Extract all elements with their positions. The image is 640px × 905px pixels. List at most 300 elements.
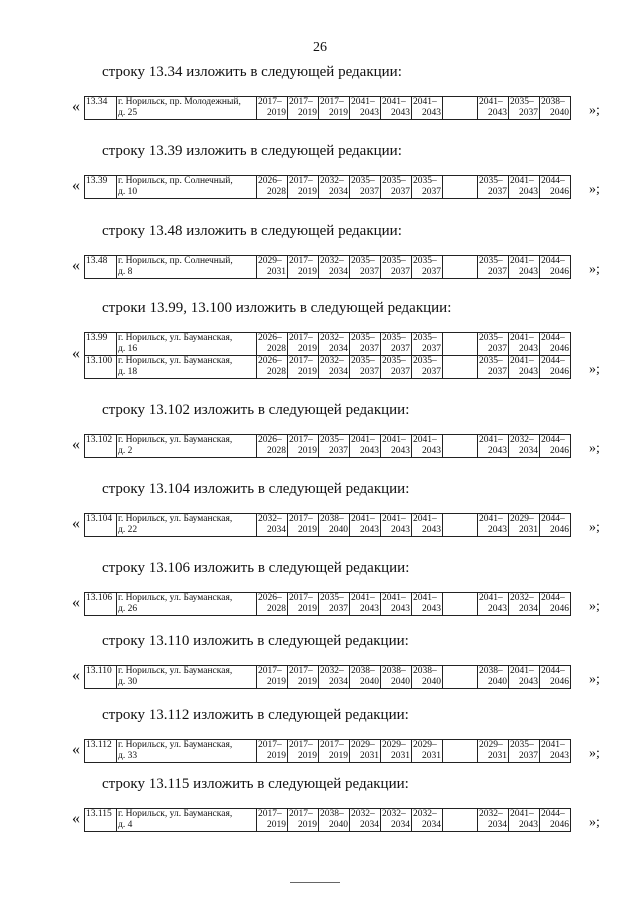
quote-close: »;	[589, 746, 600, 761]
period-start: 2044–	[541, 514, 565, 524]
period-cell	[381, 97, 412, 120]
period-start: 2017–	[258, 809, 282, 819]
table-row	[85, 333, 571, 356]
address-cell	[117, 666, 257, 689]
period-end: 2037	[360, 267, 379, 277]
row-number: 13.115	[85, 809, 117, 832]
period-cell	[478, 809, 509, 832]
period-end: 2028	[267, 187, 286, 197]
address-cell	[117, 256, 257, 279]
period-start: 2032–	[320, 256, 344, 266]
address-cell	[117, 435, 257, 458]
section-heading: строку 13.110 изложить в следующей редакции:	[102, 633, 409, 649]
address-street: г. Норильск, пр. Молодежный,	[118, 97, 241, 107]
period-cell	[509, 435, 540, 458]
period-start: 2017–	[320, 97, 344, 107]
period-end: 2019	[329, 108, 348, 118]
period-start: 2041–	[351, 97, 375, 107]
empty-cell	[443, 333, 478, 356]
period-cell	[288, 593, 319, 616]
period-cell	[288, 666, 319, 689]
period-cell	[350, 666, 381, 689]
period-start: 2035–	[413, 256, 437, 266]
table-row	[85, 356, 571, 379]
period-start: 2032–	[479, 809, 503, 819]
period-end: 2019	[329, 751, 348, 761]
period-end: 2046	[550, 344, 569, 354]
period-end: 2034	[391, 820, 410, 830]
period-cell	[257, 97, 288, 120]
period-cell	[381, 333, 412, 356]
address-street: г. Норильск, ул. Бауманская,	[118, 809, 233, 819]
period-cell	[509, 593, 540, 616]
period-start: 2017–	[289, 176, 313, 186]
period-start: 2035–	[510, 740, 534, 750]
schedule-table	[84, 96, 571, 120]
table-row	[85, 740, 571, 763]
period-start: 2044–	[541, 809, 565, 819]
period-end: 2046	[550, 187, 569, 197]
schedule-table	[84, 739, 571, 763]
schedule-table	[84, 175, 571, 199]
table-row	[85, 97, 571, 120]
period-cell	[540, 435, 571, 458]
period-end: 2040	[329, 525, 348, 535]
period-start: 2017–	[258, 740, 282, 750]
period-start: 2041–	[510, 356, 534, 366]
period-end: 2043	[360, 108, 379, 118]
period-start: 2017–	[289, 256, 313, 266]
period-cell	[381, 514, 412, 537]
period-end: 2019	[267, 751, 286, 761]
period-end: 2028	[267, 367, 286, 377]
period-cell	[288, 256, 319, 279]
address-cell	[117, 333, 257, 356]
period-cell	[478, 593, 509, 616]
period-start: 2017–	[289, 97, 313, 107]
period-start: 2044–	[541, 435, 565, 445]
period-cell	[257, 593, 288, 616]
empty-cell	[443, 176, 478, 199]
period-start: 2017–	[289, 593, 313, 603]
quote-open: «	[72, 256, 80, 274]
period-start: 2044–	[541, 176, 565, 186]
address-cell	[117, 593, 257, 616]
period-start: 2035–	[382, 333, 406, 343]
period-cell	[350, 356, 381, 379]
period-start: 2035–	[351, 333, 375, 343]
period-end: 2037	[329, 446, 348, 456]
table-row	[85, 256, 571, 279]
period-start: 2035–	[320, 435, 344, 445]
schedule-table	[84, 255, 571, 279]
period-end: 2043	[391, 446, 410, 456]
quote-close: »;	[589, 182, 600, 197]
empty-cell	[443, 97, 478, 120]
period-start: 2032–	[382, 809, 406, 819]
period-start: 2017–	[289, 666, 313, 676]
period-start: 2041–	[382, 593, 406, 603]
address-street: г. Норильск, ул. Бауманская,	[118, 356, 233, 366]
period-cell	[319, 333, 350, 356]
table-row	[85, 593, 571, 616]
period-cell	[319, 809, 350, 832]
period-start: 2041–	[413, 97, 437, 107]
period-start: 2029–	[351, 740, 375, 750]
period-cell	[319, 435, 350, 458]
schedule-table	[84, 332, 571, 379]
period-start: 2038–	[320, 809, 344, 819]
empty-cell	[443, 514, 478, 537]
period-cell	[319, 740, 350, 763]
address-cell	[117, 176, 257, 199]
address-street: г. Норильск, пр. Солнечный,	[118, 256, 233, 266]
period-cell	[540, 333, 571, 356]
address-street: г. Норильск, пр. Солнечный,	[118, 176, 233, 186]
period-cell	[319, 176, 350, 199]
period-start: 2032–	[258, 514, 282, 524]
address-cell	[117, 740, 257, 763]
period-cell	[319, 256, 350, 279]
address-cell	[117, 809, 257, 832]
row-number: 13.104	[85, 514, 117, 537]
period-start: 2026–	[258, 333, 282, 343]
period-cell	[319, 593, 350, 616]
period-end: 2019	[298, 344, 317, 354]
period-start: 2029–	[382, 740, 406, 750]
period-start: 2041–	[413, 514, 437, 524]
quote-open: «	[72, 740, 80, 758]
period-start: 2026–	[258, 435, 282, 445]
period-cell	[381, 593, 412, 616]
period-start: 2035–	[479, 356, 503, 366]
period-end: 2019	[298, 108, 317, 118]
period-end: 2040	[391, 677, 410, 687]
period-end: 2037	[329, 604, 348, 614]
period-end: 2040	[360, 677, 379, 687]
address-house: д. 26	[118, 604, 138, 614]
period-start: 2017–	[289, 809, 313, 819]
section-heading: строку 13.39 изложить в следующей редакции:	[102, 143, 402, 159]
period-end: 2046	[550, 604, 569, 614]
period-end: 2043	[360, 604, 379, 614]
period-start: 2041–	[510, 666, 534, 676]
period-end: 2037	[519, 751, 538, 761]
period-start: 2032–	[320, 176, 344, 186]
period-cell	[257, 666, 288, 689]
footer-divider	[290, 882, 340, 883]
period-end: 2037	[422, 367, 441, 377]
period-cell	[540, 176, 571, 199]
period-start: 2041–	[382, 514, 406, 524]
quote-open: «	[72, 593, 80, 611]
period-cell	[319, 666, 350, 689]
schedule-table	[84, 434, 571, 458]
period-cell	[381, 666, 412, 689]
period-cell	[381, 435, 412, 458]
period-cell	[288, 333, 319, 356]
period-end: 2046	[550, 446, 569, 456]
period-start: 2032–	[510, 593, 534, 603]
period-start: 2041–	[413, 593, 437, 603]
quote-close: »;	[589, 441, 600, 456]
section-heading: строку 13.106 изложить в следующей редакции:	[102, 560, 410, 576]
period-cell	[288, 740, 319, 763]
period-start: 2041–	[479, 593, 503, 603]
period-start: 2044–	[541, 333, 565, 343]
section-heading: строку 13.48 изложить в следующей редакции:	[102, 223, 402, 239]
period-start: 2017–	[289, 740, 313, 750]
quote-open: «	[72, 345, 80, 362]
address-street: г. Норильск, ул. Бауманская,	[118, 666, 233, 676]
period-start: 2029–	[479, 740, 503, 750]
period-cell	[350, 435, 381, 458]
period-start: 2041–	[541, 740, 565, 750]
period-cell	[478, 514, 509, 537]
period-cell	[257, 176, 288, 199]
address-cell	[117, 97, 257, 120]
period-cell	[412, 256, 443, 279]
quote-close: »;	[589, 599, 600, 614]
period-start: 2044–	[541, 593, 565, 603]
address-house: д. 2	[118, 446, 133, 456]
address-house: д. 4	[118, 820, 133, 830]
period-end: 2037	[391, 187, 410, 197]
period-cell	[412, 809, 443, 832]
period-start: 2035–	[413, 176, 437, 186]
period-cell	[509, 97, 540, 120]
address-house: д. 25	[118, 108, 138, 118]
period-start: 2041–	[413, 435, 437, 445]
period-end: 2019	[298, 367, 317, 377]
period-end: 2043	[488, 525, 507, 535]
period-cell	[509, 666, 540, 689]
period-end: 2043	[422, 108, 441, 118]
quote-open: «	[72, 176, 80, 194]
period-cell	[288, 97, 319, 120]
period-start: 2035–	[413, 356, 437, 366]
address-house: д. 30	[118, 677, 138, 687]
period-start: 2038–	[351, 666, 375, 676]
period-cell	[350, 593, 381, 616]
period-start: 2026–	[258, 593, 282, 603]
row-number: 13.100	[85, 356, 117, 379]
period-cell	[381, 176, 412, 199]
period-end: 2037	[488, 267, 507, 277]
address-house: д. 18	[118, 367, 138, 377]
period-start: 2032–	[510, 435, 534, 445]
period-start: 2038–	[541, 97, 565, 107]
period-end: 2019	[267, 677, 286, 687]
period-end: 2037	[488, 344, 507, 354]
period-end: 2034	[329, 187, 348, 197]
period-start: 2041–	[479, 514, 503, 524]
period-start: 2041–	[351, 435, 375, 445]
period-end: 2019	[298, 187, 317, 197]
period-end: 2019	[298, 751, 317, 761]
period-end: 2019	[298, 677, 317, 687]
period-start: 2041–	[510, 256, 534, 266]
period-start: 2041–	[510, 333, 534, 343]
quote-open: «	[72, 666, 80, 684]
empty-cell	[443, 356, 478, 379]
empty-cell	[443, 435, 478, 458]
period-cell	[381, 809, 412, 832]
period-cell	[478, 666, 509, 689]
period-start: 2032–	[351, 809, 375, 819]
period-cell	[509, 176, 540, 199]
period-start: 2032–	[413, 809, 437, 819]
period-cell	[257, 356, 288, 379]
row-number: 13.102	[85, 435, 117, 458]
period-start: 2041–	[351, 514, 375, 524]
period-end: 2043	[488, 108, 507, 118]
period-end: 2043	[360, 446, 379, 456]
period-start: 2029–	[258, 256, 282, 266]
period-cell	[350, 97, 381, 120]
period-cell	[350, 514, 381, 537]
period-cell	[509, 809, 540, 832]
period-cell	[350, 740, 381, 763]
period-start: 2029–	[413, 740, 437, 750]
period-end: 2043	[519, 367, 538, 377]
period-cell	[540, 809, 571, 832]
quote-open: «	[72, 809, 80, 827]
period-cell	[381, 256, 412, 279]
period-start: 2035–	[382, 356, 406, 366]
period-cell	[288, 809, 319, 832]
period-end: 2031	[422, 751, 441, 761]
period-end: 2037	[422, 187, 441, 197]
table-row	[85, 809, 571, 832]
period-start: 2035–	[479, 256, 503, 266]
period-end: 2046	[550, 820, 569, 830]
period-end: 2043	[488, 446, 507, 456]
period-start: 2026–	[258, 176, 282, 186]
period-cell	[257, 333, 288, 356]
period-end: 2031	[519, 525, 538, 535]
period-cell	[540, 666, 571, 689]
period-end: 2031	[360, 751, 379, 761]
section-heading: строку 13.102 изложить в следующей редакции:	[102, 402, 410, 418]
period-cell	[257, 740, 288, 763]
period-end: 2034	[360, 820, 379, 830]
period-end: 2034	[519, 604, 538, 614]
period-end: 2031	[391, 751, 410, 761]
period-end: 2019	[298, 820, 317, 830]
period-cell	[412, 333, 443, 356]
period-start: 2035–	[382, 256, 406, 266]
page-number: 26	[313, 40, 327, 55]
quote-close: »;	[589, 103, 600, 118]
period-end: 2034	[329, 267, 348, 277]
period-start: 2035–	[479, 333, 503, 343]
quote-close: »;	[589, 672, 600, 687]
address-house: д. 10	[118, 187, 138, 197]
schedule-table	[84, 808, 571, 832]
period-cell	[350, 176, 381, 199]
period-cell	[257, 809, 288, 832]
period-start: 2017–	[320, 740, 344, 750]
period-end: 2037	[422, 267, 441, 277]
table-row	[85, 435, 571, 458]
period-end: 2031	[488, 751, 507, 761]
schedule-table	[84, 592, 571, 616]
period-end: 2043	[519, 820, 538, 830]
empty-cell	[443, 256, 478, 279]
period-cell	[540, 514, 571, 537]
period-end: 2043	[360, 525, 379, 535]
period-end: 2034	[488, 820, 507, 830]
section-heading: строку 13.104 изложить в следующей редакции:	[102, 481, 410, 497]
section-heading: строку 13.34 изложить в следующей редакции:	[102, 64, 402, 80]
quote-close: »;	[589, 520, 600, 535]
section-heading: строки 13.99, 13.100 изложить в следующей редакции:	[102, 300, 452, 316]
address-house: д. 16	[118, 344, 138, 354]
period-start: 2044–	[541, 356, 565, 366]
period-cell	[412, 435, 443, 458]
period-end: 2040	[422, 677, 441, 687]
row-number: 13.34	[85, 97, 117, 120]
row-number: 13.99	[85, 333, 117, 356]
period-end: 2043	[488, 604, 507, 614]
period-cell	[319, 97, 350, 120]
period-end: 2037	[391, 367, 410, 377]
table-row	[85, 514, 571, 537]
section-heading: строку 13.115 изложить в следующей редакции:	[102, 776, 409, 792]
period-start: 2044–	[541, 666, 565, 676]
period-start: 2017–	[258, 666, 282, 676]
period-cell	[257, 435, 288, 458]
quote-open: «	[72, 435, 80, 453]
period-end: 2037	[519, 108, 538, 118]
period-cell	[478, 435, 509, 458]
period-start: 2041–	[510, 809, 534, 819]
period-cell	[319, 514, 350, 537]
period-start: 2029–	[510, 514, 534, 524]
table-row	[85, 176, 571, 199]
period-end: 2037	[488, 367, 507, 377]
period-cell	[288, 176, 319, 199]
period-start: 2038–	[320, 514, 344, 524]
address-street: г. Норильск, ул. Бауманская,	[118, 740, 233, 750]
period-start: 2017–	[289, 356, 313, 366]
period-cell	[350, 809, 381, 832]
period-cell	[478, 176, 509, 199]
period-cell	[478, 740, 509, 763]
schedule-table	[84, 665, 571, 689]
period-end: 2034	[329, 344, 348, 354]
period-end: 2037	[360, 344, 379, 354]
period-cell	[381, 356, 412, 379]
period-start: 2035–	[351, 176, 375, 186]
period-start: 2035–	[413, 333, 437, 343]
quote-open: «	[72, 514, 80, 532]
period-start: 2032–	[320, 666, 344, 676]
period-end: 2034	[519, 446, 538, 456]
period-start: 2017–	[289, 435, 313, 445]
period-start: 2041–	[479, 97, 503, 107]
period-start: 2041–	[510, 176, 534, 186]
period-start: 2035–	[320, 593, 344, 603]
period-end: 2043	[422, 525, 441, 535]
period-start: 2041–	[351, 593, 375, 603]
period-end: 2043	[391, 108, 410, 118]
period-end: 2043	[391, 604, 410, 614]
period-cell	[412, 97, 443, 120]
period-end: 2043	[519, 677, 538, 687]
period-cell	[319, 356, 350, 379]
